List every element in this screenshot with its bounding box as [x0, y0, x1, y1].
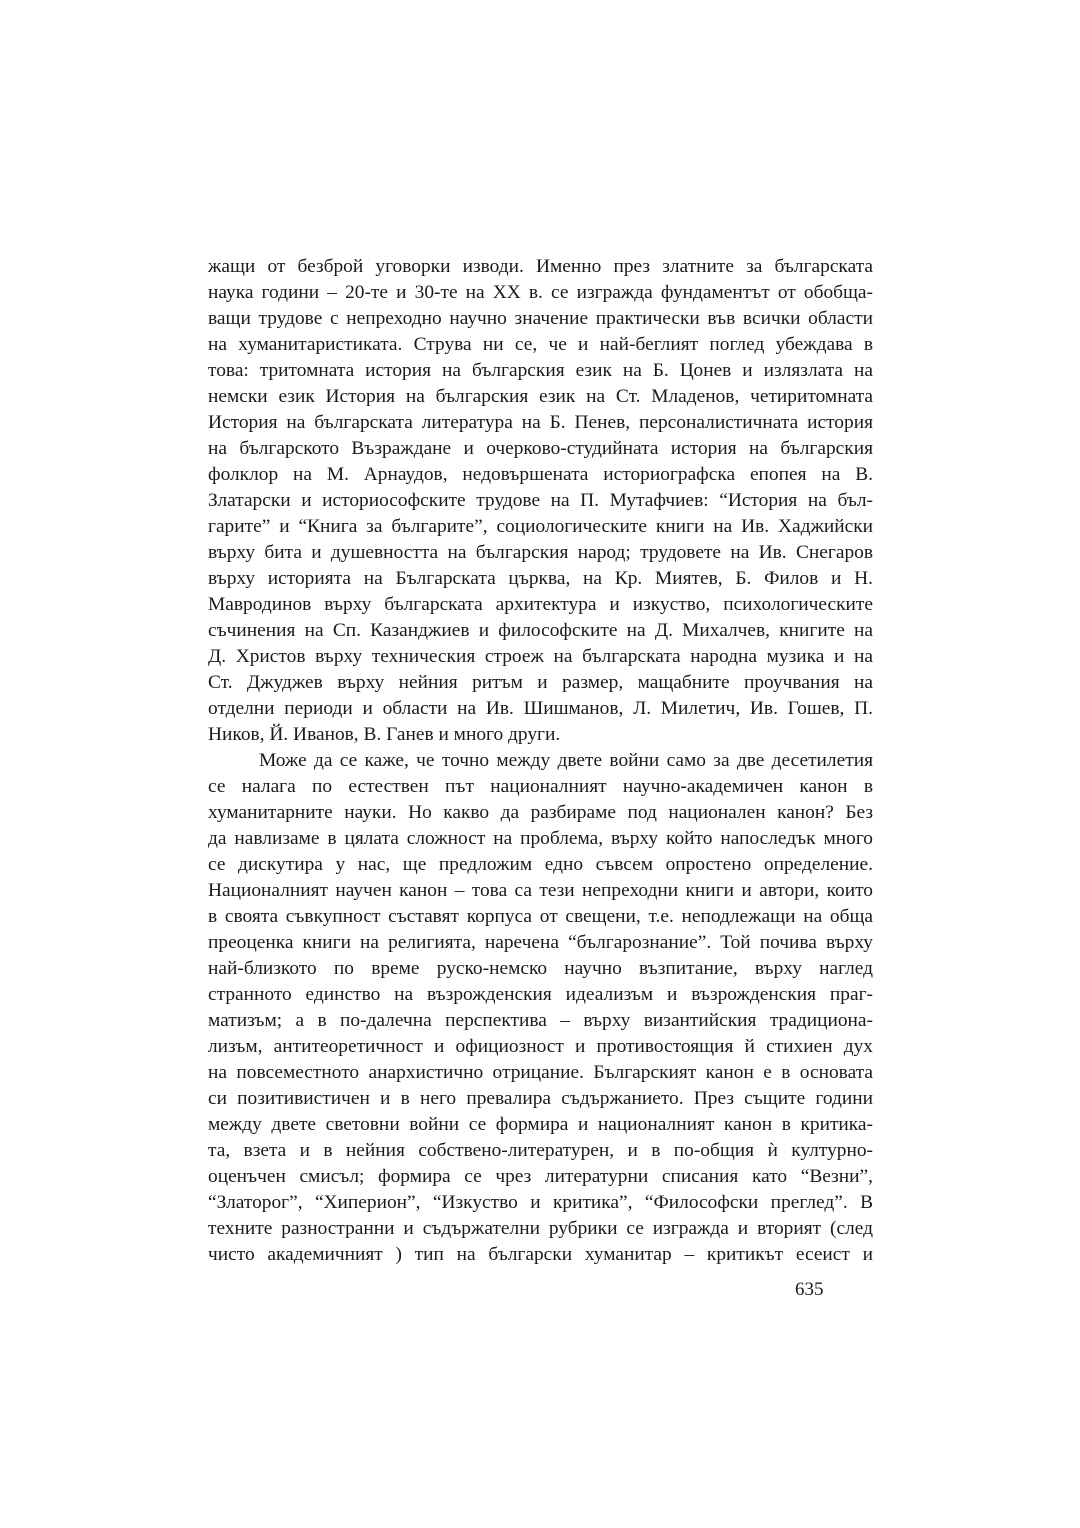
text-line: гарите” и “Книга за българите”, социологическите книги на Ив. Хаджийски [208, 516, 873, 537]
text-line: наука години – 20-те и 30-те на XX в. се изгражда фундаментът от обобща- [208, 282, 873, 303]
text-line: странното единство на възрожденския идеализъм и възрожденския праг- [208, 984, 873, 1005]
text-line: в своята съвкупност съставят корпуса от свещени, т.е. неподлежащи на обща [208, 906, 873, 927]
text-line: Д. Христов върху техническия строеж на българската народна музика и на [208, 646, 873, 667]
text-line: между двете световни войни се формира и националният канон в критика- [208, 1114, 873, 1135]
paragraph-2 [208, 748, 873, 1268]
text-line: преоценка книги на религията, наречена “българознание”. Той почива върху [208, 932, 873, 953]
text-line: Националният научен канон – това са тези непреходни книги и автори, които [208, 880, 873, 901]
text-line: жащи от безброй уговорки изводи. Именно през златните за българската [208, 256, 873, 277]
text-line: ващи трудове с непреходно научно значение практически във всички области [208, 308, 873, 329]
text-line: се налага по естествен път националният научно-академичен канон в [208, 776, 873, 797]
text-line: та, взета и в нейния собствено-литературен, и в по-общия ѝ културно- [208, 1140, 873, 1161]
text-line: чисто академичният ) тип на български хуманитар – критикът есеист и [208, 1244, 873, 1265]
text-line: върху бита и душевността на българския народ; трудовете на Ив. Снегаров [208, 542, 873, 563]
text-line: техните разностранни и съдържателни рубрики се изгражда и вторият (след [208, 1218, 873, 1239]
text-line: Мавродинов върху българската архитектура и изкуство, психологическите [208, 594, 873, 615]
text-line: Златарски и историософските трудове на П. Мутафчиев: “История на бъл- [208, 490, 873, 511]
text-line: оценъчен смисъл; формира се чрез литературни списания като “Везни”, [208, 1166, 873, 1187]
text-line: се дискутира у нас, ще предложим едно съвсем опростено определение. [208, 854, 873, 875]
text-line: лизъм, антитеоретичност и официозност и противостоящия й стихиен дух [208, 1036, 873, 1057]
text-line: на повсеместното анархистично отрицание. Българският канон е в основата [208, 1062, 873, 1083]
paragraph-1 [208, 254, 873, 748]
page-number: 635 [795, 1279, 824, 1300]
text-line: немски език История на българския език на Ст. Младенов, четиритомната [208, 386, 873, 407]
text-line: Ст. Джуджев върху нейния ритъм и размер, мащабните проучвания на [208, 672, 873, 693]
page-body-text [208, 254, 873, 1268]
text-line: най-близкото по време руско-немско научно възпитание, върху наглед [208, 958, 873, 979]
text-line: История на българската литература на Б. Пенев, персоналистичната история [208, 412, 873, 433]
text-line: Може да се каже, че точно между двете войни само за две десетилетия [259, 750, 873, 771]
text-line: на българското Възраждане и очерково-студийната история на българския [208, 438, 873, 459]
text-line: отделни периоди и области на Ив. Шишманов, Л. Милетич, Ив. Гошев, П. [208, 698, 873, 719]
text-line: върху историята на Българската църква, на Кр. Миятев, Б. Филов и Н. [208, 568, 873, 589]
text-line: съчинения на Сп. Казанджиев и философските на Д. Михалчев, книгите на [208, 620, 873, 641]
text-line: “Златорог”, “Хиперион”, “Изкуство и критика”, “Философски преглед”. В [208, 1192, 873, 1213]
text-line: хуманитарните науки. Но какво да разбираме под национален канон? Без [208, 802, 873, 823]
text-line: Ников, Й. Иванов, В. Ганев и много други. [208, 724, 561, 745]
text-line: фолклор на М. Арнаудов, недовършената историографска епопея на В. [208, 464, 873, 485]
text-line: матизъм; а в по-далечна перспектива – върху византийския традициона- [208, 1010, 873, 1031]
text-line: на хуманитаристиката. Струва ни се, че и най-беглият поглед убеждава в [208, 334, 873, 355]
text-line: си позитивистичен и в него превалира съдържанието. През същите години [208, 1088, 873, 1109]
text-line: това: тритомната история на българския език на Б. Цонев и излязлата на [208, 360, 873, 381]
text-line: да навлизаме в цялата сложност на проблема, върху който напоследък много [208, 828, 873, 849]
